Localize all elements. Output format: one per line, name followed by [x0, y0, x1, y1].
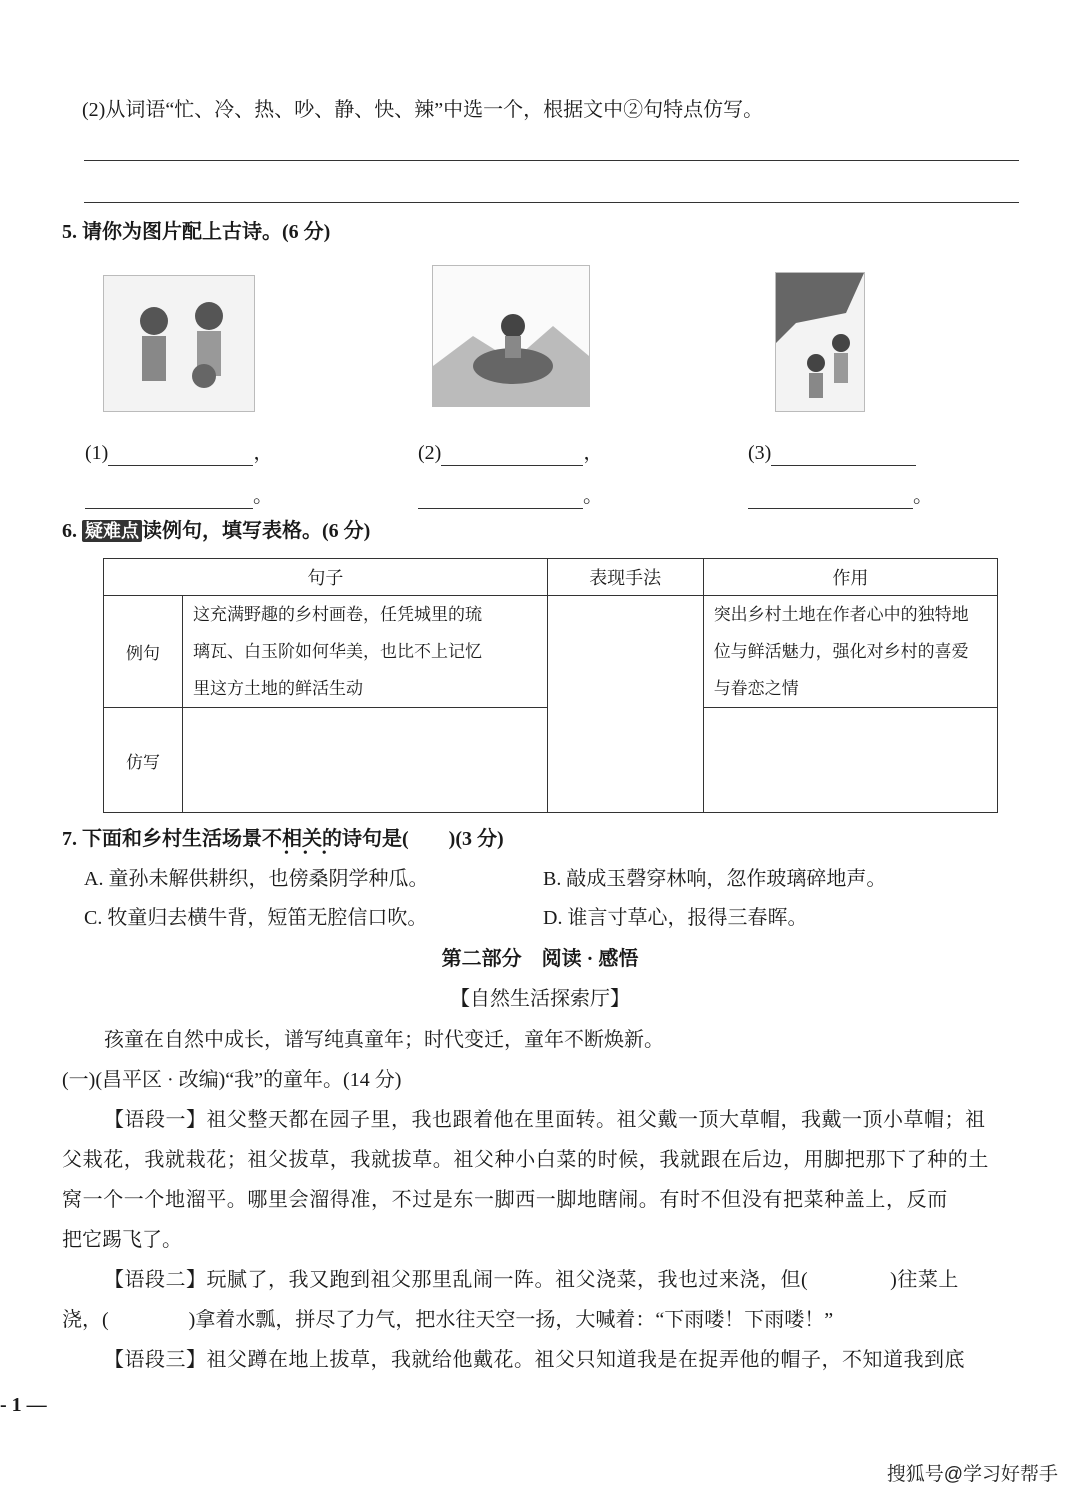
passage-line: 把它踢飞了。	[62, 1229, 182, 1251]
watermark: 搜狐号@学习好帮手	[886, 1464, 1058, 1485]
blank-label: (1)	[85, 442, 109, 464]
header-effect: 作用	[703, 559, 997, 596]
q-number: 6.	[62, 520, 77, 542]
imitation-table	[103, 558, 998, 813]
row-label: 仿写	[104, 708, 183, 813]
row-label: 例句	[104, 596, 183, 708]
passage-line: 【语段一】祖父整天都在园子里，我也跟着他在里面转。祖父戴一顶大草帽，我戴一顶小草帽；祖	[104, 1109, 986, 1131]
passage-line: 【语段三】祖父蹲在地上拔草，我就给他戴花。祖父只知道我是在捉弄他的帽子，不知道我到底	[104, 1349, 965, 1371]
option-b[interactable]: B. 敲成玉磬穿林响，忽作玻璃碎地声。	[543, 868, 887, 890]
answer-line[interactable]	[84, 160, 1019, 161]
difficulty-tag: 疑难点	[82, 520, 142, 542]
passage-line: 父栽花，我就栽花；祖父拔草，我就拔草。祖父种小白菜的时候，我就跟在后边，用脚把那下了种的土	[62, 1149, 989, 1171]
part-two-title: 第二部分 阅读 · 感悟	[441, 948, 639, 970]
header-sentence: 句子	[104, 559, 548, 596]
boy-riding-ox-picture	[432, 265, 590, 407]
question-7-title: 7. 下面和乡村生活场景不相关的诗句是( )(3 分)	[62, 828, 504, 850]
poem-blank-3[interactable]	[748, 440, 916, 466]
emphasis-dots: •••	[284, 846, 341, 861]
question-4-2: (2)从词语“忙、冷、热、吵、静、快、辣”中选一个，根据文中②句特点仿写。	[82, 99, 764, 121]
option-a[interactable]: A. 童孙未解供耕织，也傍桑阴学种瓜。	[84, 868, 429, 890]
children-gardening-picture	[775, 272, 865, 412]
passage-line: 窝一个一个地溜平。哪里会溜得准，不过是东一脚西一脚地瞎闹。有时不但没有把菜种盖上，反而	[62, 1189, 948, 1211]
section-intro: 孩童在自然中成长，谱写纯真童年；时代变迁，童年不断焕新。	[104, 1029, 664, 1051]
passage-line: 浇，( )拿着水瓢，拼尽了力气，把水往天空一扬，大喊着：“下雨喽！下雨喽！”	[62, 1309, 834, 1331]
imitation-effect-cell[interactable]	[703, 708, 997, 813]
question-6-title	[62, 518, 370, 544]
poem-blank-1[interactable]	[85, 440, 273, 466]
reading-1-title: (一)(昌平区 · 改编)“我”的童年。(14 分)	[62, 1069, 402, 1091]
page-number: - 1 —	[0, 1394, 47, 1416]
poem-blank-1-line2[interactable]	[85, 483, 273, 509]
option-c[interactable]: C. 牧童归去横牛背，短笛无腔信口吹。	[84, 907, 428, 929]
imitation-sentence-cell[interactable]	[183, 708, 548, 813]
header-method: 表现手法	[547, 559, 703, 596]
answer-line[interactable]	[84, 202, 1019, 203]
punct: 。	[253, 485, 273, 507]
example-effect: 突出乡村土地在作者心中的独特地 位与鲜活魅力，强化对乡村的喜爱 与眷恋之情	[703, 596, 997, 708]
q-text: 读例句，填写表格。(6 分)	[142, 520, 371, 542]
example-sentence: 这充满野趣的乡村画卷，任凭城里的琉 璃瓦、白玉阶如何华美，也比不上记忆 里这方土地的鲜活生动	[183, 596, 548, 708]
question-5-title: 5. 请你为图片配上古诗。(6 分)	[62, 221, 331, 243]
poem-blank-3-line2[interactable]	[748, 483, 933, 509]
punct: 。	[583, 485, 603, 507]
punct: 。	[913, 485, 933, 507]
blank-label: (2)	[418, 442, 442, 464]
section-subtitle: 【自然生活探索厅】	[450, 988, 630, 1010]
children-playing-picture	[103, 275, 255, 412]
poem-blank-2[interactable]	[418, 440, 603, 466]
punct: ，	[253, 442, 274, 464]
option-d[interactable]: D. 谁言寸草心，报得三春晖。	[543, 907, 808, 929]
poem-blank-2-line2[interactable]	[418, 483, 603, 509]
method-cell[interactable]	[547, 596, 703, 813]
passage-line: 【语段二】玩腻了，我又跑到祖父那里乱闹一阵。祖父浇菜，我也过来浇，但( )往菜上	[104, 1269, 959, 1291]
blank-label: (3)	[748, 442, 772, 464]
punct: ，	[583, 442, 604, 464]
